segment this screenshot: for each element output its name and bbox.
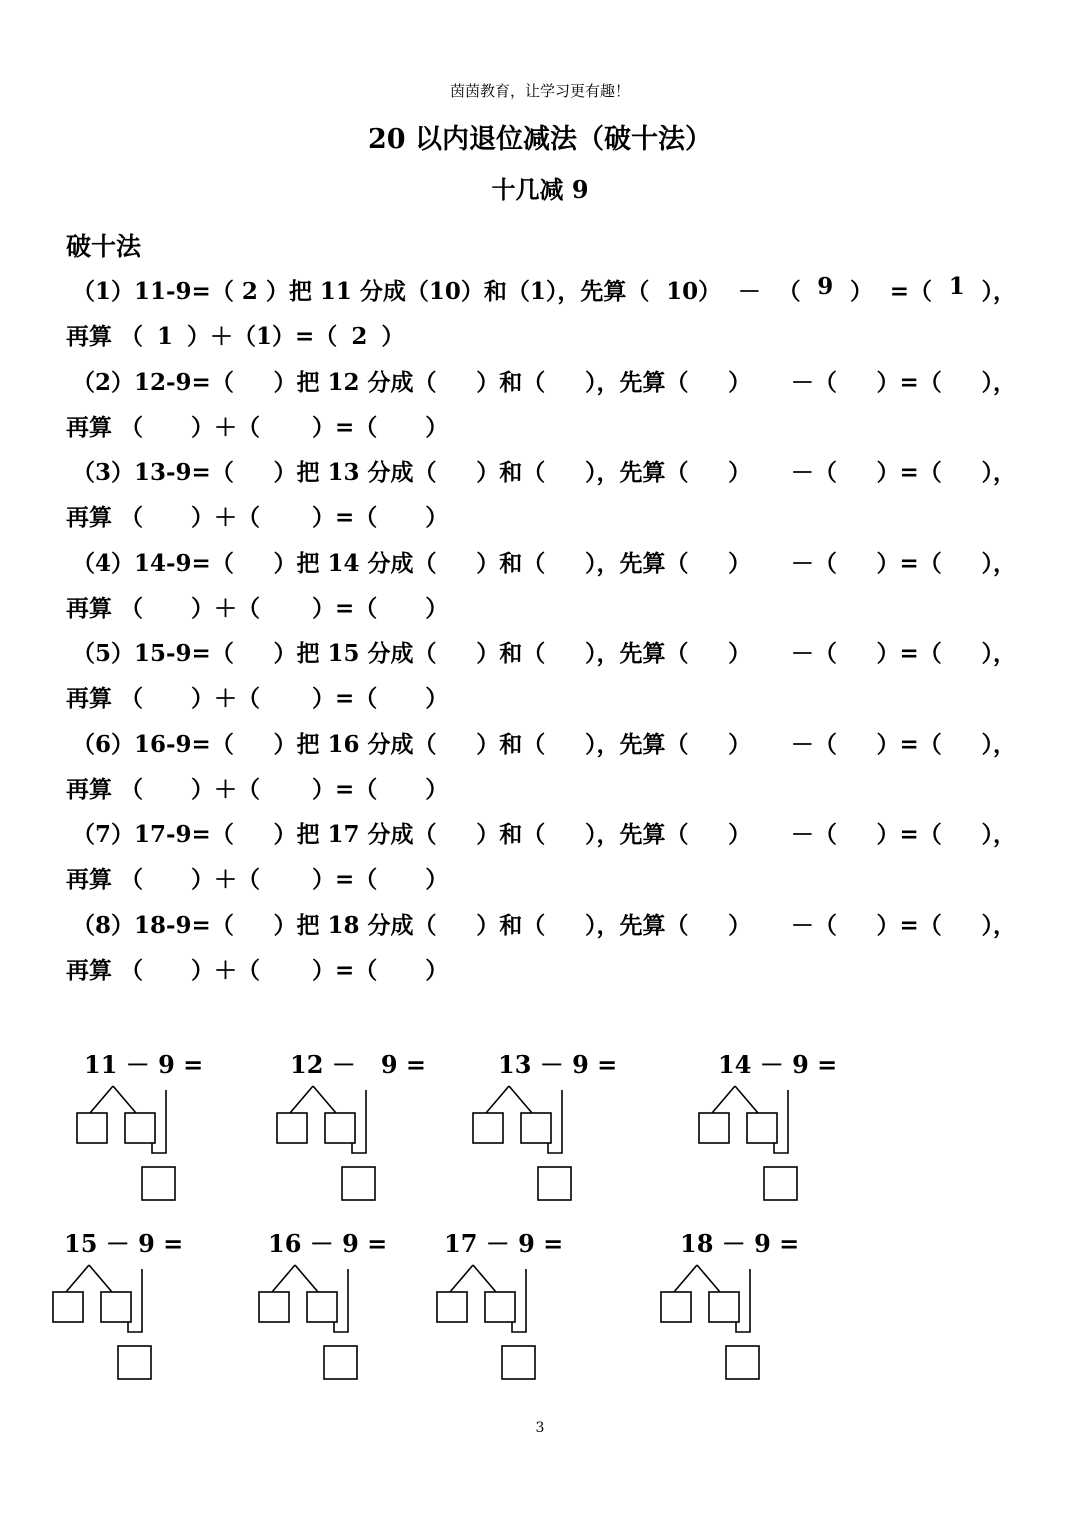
- problem-line-2: [66, 952, 448, 985]
- answer-box: [502, 1346, 535, 1379]
- problem-text: （5）15-9=（: [72, 640, 234, 667]
- problem-text: 再算 （: [66, 413, 144, 441]
- answer-box: [747, 1113, 777, 1143]
- problem-text: ），先算（: [584, 459, 689, 486]
- problem-text: 9: [817, 273, 834, 300]
- problem-line-2: [66, 861, 448, 894]
- problem-text: ）＋（: [191, 775, 261, 803]
- problem-text: ）和（: [476, 459, 546, 486]
- problem-text: ）: [425, 866, 449, 893]
- problem-text: ）: [728, 549, 752, 577]
- problem-text: ）: [728, 459, 752, 486]
- answer-box: [661, 1292, 691, 1322]
- decomposition-exercise: [72, 1045, 272, 1215]
- problem-text: ），先算（: [584, 640, 689, 667]
- exercise-equation: 17 － 9 =: [444, 1229, 564, 1258]
- problem-text: （8）18-9=（: [72, 911, 234, 939]
- problem-text: ）: [728, 368, 752, 396]
- problem-text: ）和（: [476, 911, 546, 939]
- problem-text: 再算 （: [66, 775, 144, 803]
- decomposition-exercise: [432, 1224, 632, 1394]
- problem-text: （1）11-9=（ 2 ）把 11 分成（10）和（1），先算（: [72, 278, 650, 305]
- problem-text: ）把 18 分成（: [273, 911, 437, 939]
- problem-line-2: [66, 499, 448, 532]
- problem-text: （7）17-9=（: [72, 821, 234, 848]
- problem-text: ）: [850, 278, 874, 305]
- problem-line-1: [72, 635, 1016, 668]
- split-line: [473, 1265, 496, 1292]
- problem-text: ）＋（: [191, 866, 261, 893]
- split-line: [290, 1086, 313, 1113]
- problem-text: ）=（: [312, 504, 378, 531]
- answer-box: [142, 1167, 175, 1200]
- answer-box: [307, 1292, 337, 1322]
- exercise-equation: 16 － 9 =: [268, 1229, 388, 1258]
- decomposition-exercise: [48, 1224, 248, 1394]
- split-diagram: [656, 1224, 796, 1394]
- decomposition-exercise: [272, 1045, 472, 1215]
- problem-text: ）: [381, 323, 405, 350]
- split-line: [697, 1265, 720, 1292]
- problem-line-2: [66, 318, 404, 351]
- problem-text: ）=（: [876, 549, 942, 577]
- problem-text: =（: [889, 278, 933, 305]
- answer-box: [437, 1292, 467, 1322]
- problem-text: ），: [981, 459, 1016, 486]
- split-line: [450, 1265, 473, 1292]
- split-line: [486, 1086, 509, 1113]
- problem-text: （6）16-9=（: [72, 730, 234, 758]
- problem-text: ），先算（: [584, 821, 689, 848]
- answer-box: [325, 1113, 355, 1143]
- split-line: [90, 1086, 113, 1113]
- problem-text: 1: [157, 323, 174, 350]
- answer-box: [277, 1113, 307, 1143]
- problem-text: －（: [790, 368, 837, 396]
- problem-line-1: [72, 545, 1016, 578]
- split-line: [735, 1086, 758, 1113]
- answer-box: [764, 1167, 797, 1200]
- problem-text: ）=（: [312, 685, 378, 712]
- problem-line-1: [72, 273, 1016, 306]
- problem-text: ）: [425, 594, 449, 622]
- decomposition-exercise: [694, 1045, 894, 1215]
- problem-line-2: [66, 409, 448, 442]
- split-line: [313, 1086, 336, 1113]
- problem-text: ）＋（: [191, 413, 261, 441]
- split-line: [66, 1265, 89, 1292]
- problem-text: ），: [981, 549, 1016, 577]
- answer-box: [77, 1113, 107, 1143]
- answer-box: [125, 1113, 155, 1143]
- problem-text: ）=（: [312, 594, 378, 622]
- problem-text: ）＋（: [191, 685, 261, 712]
- problem-text: ）: [425, 413, 449, 441]
- answer-box: [699, 1113, 729, 1143]
- section-label: 破十法: [66, 232, 142, 261]
- problem-text: （3）13-9=（: [72, 459, 234, 486]
- problem-text: －（: [790, 549, 837, 577]
- answer-box: [538, 1167, 571, 1200]
- problem-text: ）=（: [312, 413, 378, 441]
- problem-text: 再算 （: [66, 594, 144, 622]
- problem-text: ）: [425, 775, 449, 803]
- problem-line-1: [72, 364, 1016, 397]
- problem-text: （2）12-9=（: [72, 368, 234, 396]
- problem-text: ）＋（: [191, 504, 261, 531]
- problem-text: ），先算（: [584, 549, 689, 577]
- problem-text: ）=（: [876, 821, 942, 848]
- problem-text: ）和（: [476, 549, 546, 577]
- split-diagram: [694, 1045, 834, 1215]
- problem-text: 再算 （: [66, 504, 144, 531]
- page-header: 茵茵教育，让学习更有趣！: [449, 82, 630, 100]
- exercise-equation: 11 － 9 =: [84, 1050, 204, 1079]
- problem-text: ）把 12 分成（: [273, 368, 437, 396]
- answer-box: [709, 1292, 739, 1322]
- problem-text: 再算 （: [66, 866, 144, 893]
- problem-text: 再算 （: [66, 323, 144, 350]
- problem-text: ）=（: [876, 368, 942, 396]
- problem-text: ）把 13 分成（: [273, 459, 437, 486]
- problem-text: ）和（: [476, 821, 546, 848]
- split-line: [712, 1086, 735, 1113]
- decomposition-exercise: [254, 1224, 454, 1394]
- problem-text: ）把 15 分成（: [273, 640, 437, 667]
- problem-text: ）和（: [476, 640, 546, 667]
- answer-box: [259, 1292, 289, 1322]
- problem-text: 再算 （: [66, 956, 144, 984]
- problem-text: 再算 （: [66, 685, 144, 712]
- decomposition-exercise: [468, 1045, 668, 1215]
- split-diagram: [72, 1045, 212, 1215]
- problem-text: ）=（: [312, 775, 378, 803]
- problem-text: 10）: [666, 278, 722, 305]
- problem-text: （4）14-9=（: [72, 549, 234, 577]
- problem-text: －（: [790, 911, 837, 939]
- split-diagram: [254, 1224, 394, 1394]
- split-line: [509, 1086, 532, 1113]
- exercise-equation: 14 － 9 =: [718, 1050, 838, 1079]
- answer-box: [726, 1346, 759, 1379]
- problem-text: －: [737, 278, 761, 305]
- problem-text: －（: [790, 640, 837, 667]
- decomposition-exercise: [656, 1224, 856, 1394]
- problem-text: ）把 14 分成（: [273, 549, 437, 577]
- split-line: [89, 1265, 112, 1292]
- problem-text: ）把 16 分成（: [273, 730, 437, 758]
- exercise-equation: 12 － 9 =: [290, 1050, 426, 1079]
- problem-text: ），: [981, 640, 1016, 667]
- problem-text: ）=（: [876, 459, 942, 486]
- answer-box: [521, 1113, 551, 1143]
- problem-text: ），先算（: [584, 368, 689, 396]
- problem-text: ）=（: [312, 866, 378, 893]
- problem-text: ）: [728, 640, 752, 667]
- problem-text: ），: [981, 368, 1016, 396]
- problem-line-1: [72, 816, 1016, 849]
- problem-line-1: [72, 454, 1016, 487]
- page-subtitle: 十几减 9: [491, 175, 589, 204]
- split-diagram: [272, 1045, 412, 1215]
- problem-line-2: [66, 590, 448, 623]
- problem-text: ）和（: [476, 368, 546, 396]
- problem-text: －（: [790, 730, 837, 758]
- answer-box: [342, 1167, 375, 1200]
- answer-box: [101, 1292, 131, 1322]
- page-title: 20 以内退位减法（破十法）: [368, 124, 712, 155]
- exercise-equation: 18 － 9 =: [680, 1229, 800, 1258]
- page-number: 3: [535, 1420, 545, 1436]
- problem-text: －（: [790, 821, 837, 848]
- answer-box: [53, 1292, 83, 1322]
- problem-text: 2: [351, 323, 368, 350]
- answer-box: [473, 1113, 503, 1143]
- problem-text: ）: [425, 956, 449, 984]
- exercise-equation: 15 － 9 =: [64, 1229, 184, 1258]
- problem-text: ）和（: [476, 730, 546, 758]
- problem-line-1: [72, 726, 1016, 759]
- split-line: [113, 1086, 136, 1113]
- answer-box: [324, 1346, 357, 1379]
- problem-text: ）=（: [876, 730, 942, 758]
- problem-line-2: [66, 680, 448, 713]
- problem-line-2: [66, 771, 448, 804]
- problem-text: ），先算（: [584, 911, 689, 939]
- problem-text: ），: [981, 278, 1016, 305]
- problem-text: ）: [728, 821, 752, 848]
- problem-text: ）=（: [312, 956, 378, 984]
- answer-box: [485, 1292, 515, 1322]
- problem-text: ）: [425, 685, 449, 712]
- problem-text: ），: [981, 730, 1016, 758]
- problem-text: ）＋（1）=（: [187, 323, 338, 350]
- problem-text: ），: [981, 911, 1016, 939]
- answer-box: [118, 1346, 151, 1379]
- split-line: [295, 1265, 318, 1292]
- problem-text: ），: [981, 821, 1016, 848]
- split-line: [674, 1265, 697, 1292]
- problem-text: 1: [948, 273, 965, 300]
- problem-text: －（: [790, 459, 837, 486]
- problem-text: （: [777, 278, 801, 305]
- split-line: [272, 1265, 295, 1292]
- problem-line-1: [72, 907, 1016, 940]
- split-diagram: [468, 1045, 608, 1215]
- problem-text: ），先算（: [584, 730, 689, 758]
- problem-text: ）: [425, 504, 449, 531]
- problem-text: ）: [728, 911, 752, 939]
- problem-text: ）=（: [876, 911, 942, 939]
- split-diagram: [48, 1224, 188, 1394]
- problem-text: ）＋（: [191, 956, 261, 984]
- split-diagram: [432, 1224, 572, 1394]
- problem-text: ）=（: [876, 640, 942, 667]
- problem-text: ）＋（: [191, 594, 261, 622]
- problem-text: ）: [728, 730, 752, 758]
- problem-text: ）把 17 分成（: [273, 821, 437, 848]
- exercise-equation: 13 － 9 =: [498, 1050, 618, 1079]
